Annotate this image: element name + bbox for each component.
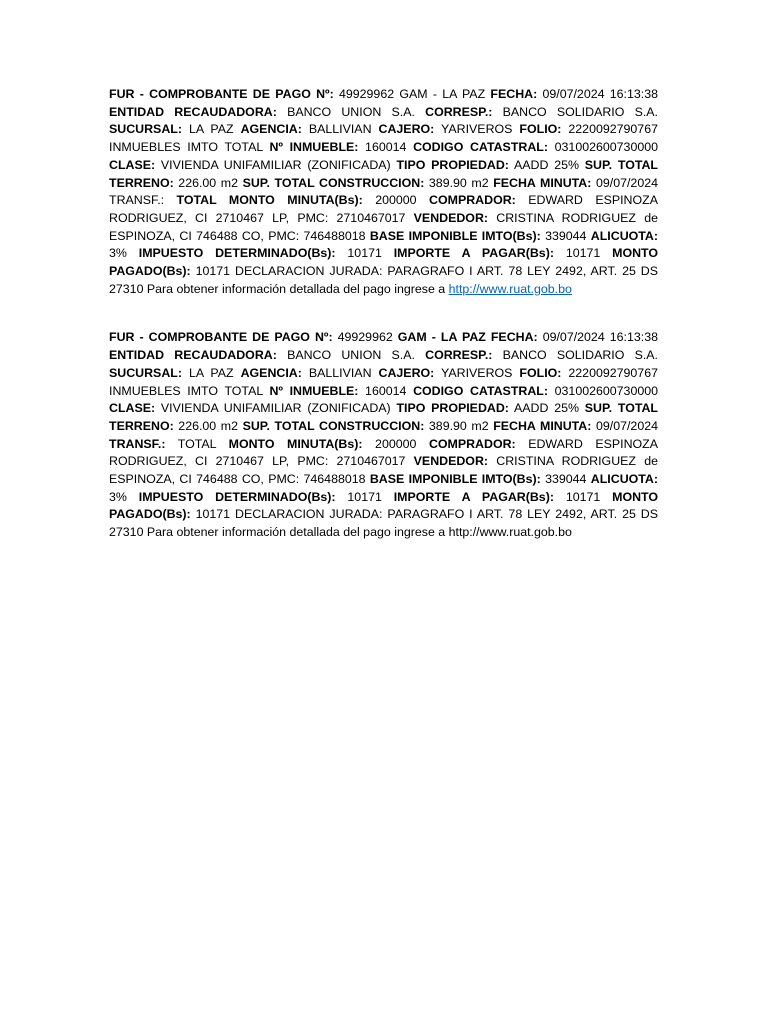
field-value: LA PAZ: [181, 122, 241, 137]
ruat-link[interactable]: http://www.ruat.gob.bo: [448, 281, 572, 296]
field-value: YARIVEROS: [434, 122, 520, 137]
field-label: VENDEDOR:: [413, 454, 489, 469]
field-label: CAJERO:: [378, 122, 435, 137]
field-label: TIPO PROPIEDAD:: [396, 401, 509, 416]
field-label: SUP. TOTAL CONSTRUCCION:: [242, 418, 425, 433]
field-value: 09/07/2024 16:13:38: [537, 87, 658, 101]
field-value: 09/07/2024 TRANSF.:: [109, 175, 658, 208]
field-value: BANCO SOLIDARIO S.A.: [492, 104, 658, 119]
field-value: 160014: [358, 140, 414, 155]
field-value: 339044: [540, 228, 591, 243]
field-label: Nº INMUEBLE:: [269, 140, 359, 155]
field-value: 10171: [335, 246, 394, 261]
field-label: MONTO MINUTA(Bs):: [228, 436, 363, 451]
field-label: MONTO PAGADO(Bs):: [109, 246, 659, 279]
field-label: TOTAL MONTO MINUTA(Bs):: [176, 193, 363, 208]
field-value: 160014: [358, 383, 414, 398]
field-label: FOLIO:: [519, 365, 562, 380]
field-label: CODIGO CATASTRAL:: [413, 140, 548, 155]
field-value: EDWARD ESPINOZA RODRIGUEZ, CI 2710467 LP, PMC: 2710467017: [109, 193, 658, 225]
field-label: CODIGO CATASTRAL:: [413, 383, 548, 398]
field-value: CRISTINA RODRIGUEZ de ESPINOZA, CI 746488 CO, PMC: 746488018: [109, 210, 658, 243]
field-label: COMPRADOR:: [429, 193, 516, 208]
field-label: IMPUESTO DETERMINADO(Bs):: [138, 246, 336, 261]
field-value: 10171 DECLARACION JURADA: PARAGRAFO I ART. 78 LEY 2492, ART. 25 DS 27310 Para obtener información detallada del pago ingrese a: [109, 264, 658, 296]
ruat-link: http://www.ruat.gob.bo: [448, 525, 572, 540]
document-body: [109, 86, 658, 542]
field-value: 09/07/2024 16:13:38: [537, 330, 658, 345]
field-label: VENDEDOR:: [413, 210, 489, 225]
field-value: EDWARD ESPINOZA RODRIGUEZ, CI 2710467 LP, PMC: 2710467017: [109, 436, 658, 469]
field-label: CAJERO:: [378, 365, 435, 380]
payment-receipt-paragraph-1: [109, 86, 658, 298]
field-value: 10171: [335, 489, 394, 504]
field-value: 226.00 m2: [173, 175, 243, 190]
field-value: 200000: [362, 193, 430, 208]
field-value: LA PAZ: [181, 365, 241, 380]
payment-receipt-paragraph-2: [109, 329, 658, 541]
field-value: YARIVEROS: [434, 365, 520, 380]
field-label: SUP. TOTAL TERRENO:: [109, 401, 658, 433]
field-label: AGENCIA:: [240, 122, 302, 137]
field-value: 031002600730000: [547, 140, 659, 155]
field-value: 226.00 m2: [173, 418, 243, 433]
field-value: BALLIVIAN: [301, 122, 379, 137]
field-label: CLASE:: [109, 157, 156, 172]
field-label: SUCURSAL:: [109, 122, 182, 137]
field-label: FUR - COMPROBANTE DE PAGO Nº:: [109, 87, 334, 101]
field-label: ENTIDAD RECAUDADORA:: [109, 104, 277, 119]
field-label: FOLIO:: [519, 122, 562, 137]
field-label: ALICUOTA:: [590, 472, 658, 487]
field-value: VIVIENDA UNIFAMILIAR (ZONIFICADA): [155, 157, 397, 172]
field-value: VIVIENDA UNIFAMILIAR (ZONIFICADA): [155, 401, 397, 416]
field-value: 339044: [540, 472, 591, 487]
field-value: TOTAL: [165, 436, 229, 451]
field-label: SUCURSAL:: [109, 365, 182, 380]
field-value: AADD 25%: [508, 401, 585, 416]
field-value: 031002600730000: [547, 383, 659, 398]
field-label: COMPRADOR:: [428, 436, 516, 451]
field-label: FECHA MINUTA:: [493, 175, 592, 190]
field-value: 2220092790767 INMUEBLES IMTO TOTAL: [109, 122, 658, 155]
field-value: 3%: [109, 489, 139, 504]
field-label: TRANSF.:: [109, 436, 166, 451]
field-label: MONTO PAGADO(Bs):: [109, 489, 659, 522]
field-label: TIPO PROPIEDAD:: [396, 157, 509, 172]
field-value: 2220092790767 INMUEBLES IMTO TOTAL: [109, 365, 658, 398]
field-label: Nº INMUEBLE:: [269, 383, 359, 398]
field-value: 389.90 m2: [424, 418, 494, 433]
field-value: BANCO SOLIDARIO S.A.: [492, 348, 658, 363]
field-value: BALLIVIAN: [301, 365, 379, 380]
field-label: ENTIDAD RECAUDADORA:: [109, 348, 277, 363]
field-value: 10171: [553, 246, 613, 261]
field-value: 09/07/2024: [591, 418, 658, 433]
field-label: CORRESP.:: [425, 348, 493, 363]
field-value: 10171: [553, 489, 613, 504]
field-value: 49929962 GAM - LA PAZ: [333, 87, 491, 101]
field-label: ALICUOTA:: [590, 228, 658, 243]
field-label: IMPUESTO DETERMINADO(Bs):: [138, 489, 336, 504]
field-label: CLASE:: [109, 401, 156, 416]
field-value: BANCO UNION S.A.: [276, 348, 426, 363]
field-label: AGENCIA:: [240, 365, 302, 380]
field-label: IMPORTE A PAGAR(Bs):: [393, 489, 554, 504]
field-value: 3%: [109, 246, 139, 261]
field-label: FECHA MINUTA:: [493, 418, 592, 433]
field-value: 200000: [362, 436, 429, 451]
field-label: CORRESP.:: [425, 104, 493, 119]
field-label: FECHA:: [490, 87, 538, 101]
field-value: BANCO UNION S.A.: [276, 104, 426, 119]
field-label: GAM - LA PAZ FECHA:: [397, 330, 538, 345]
field-value: 10171 DECLARACION JURADA: PARAGRAFO I ART. 78 LEY 2492, ART. 25 DS 27310 Para obtener información detallada del pago ingrese a: [109, 507, 658, 540]
field-value: 49929962: [332, 330, 398, 345]
field-label: BASE IMPONIBLE IMTO(Bs):: [369, 228, 541, 243]
field-label: SUP. TOTAL CONSTRUCCION:: [242, 175, 425, 190]
field-label: BASE IMPONIBLE IMTO(Bs):: [369, 472, 541, 487]
field-value: AADD 25%: [508, 157, 585, 172]
field-value: CRISTINA RODRIGUEZ de ESPINOZA, CI 746488 CO, PMC: 746488018: [109, 454, 658, 487]
field-value: 389.90 m2: [424, 175, 494, 190]
field-label: IMPORTE A PAGAR(Bs):: [393, 246, 554, 261]
field-label: FUR - COMPROBANTE DE PAGO Nº:: [109, 330, 333, 345]
field-label: SUP. TOTAL TERRENO:: [109, 157, 658, 190]
